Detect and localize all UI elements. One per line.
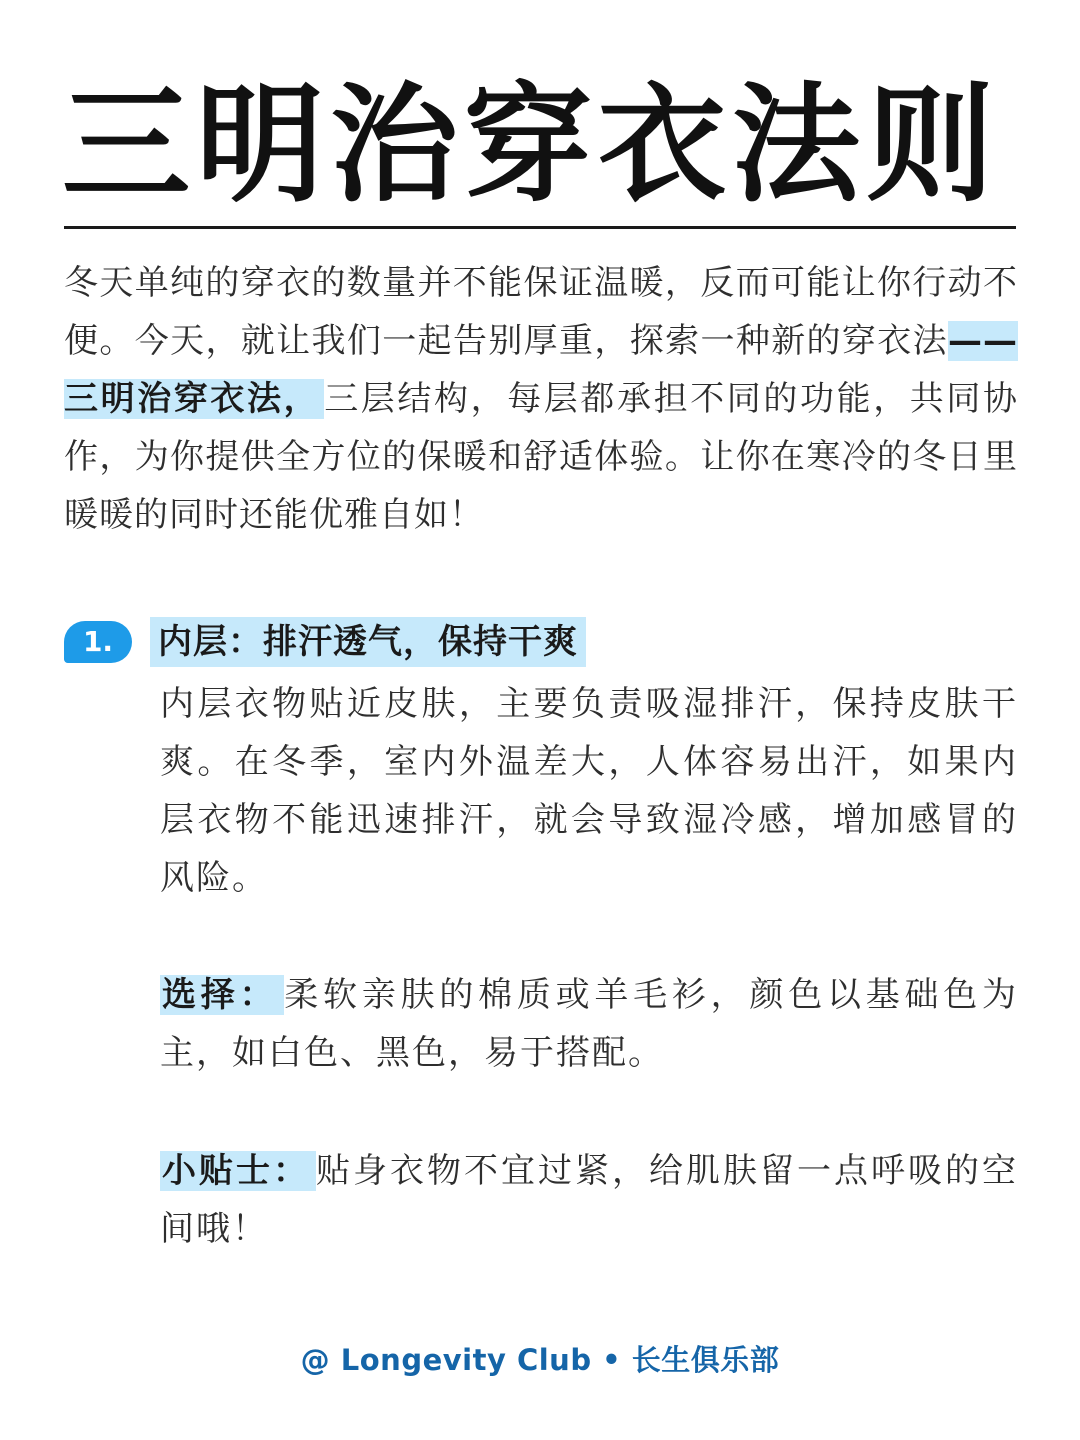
section-number-badge: 1. [64,621,132,663]
choice-label: 选择： [160,975,284,1015]
title-divider [64,226,1016,229]
intro-highlight: ——三明治穿衣法， [64,321,1018,419]
choice-text: 柔软亲肤的棉质或羊毛衫，颜色以基础色为主，如白色、黑色，易于搭配。 [160,975,1019,1073]
section-1-body: 内层衣物贴近皮肤，主要负责吸湿排汗，保持皮肤干爽。在冬季，室内外温差大，人体容易出汗，如果内层衣物不能迅速排汗，就会导致湿冷感，增加感冒的风险。 [160,684,1018,898]
tip-paragraph [160,1142,1018,1258]
intro-paragraph [64,254,1018,544]
intro-text-2: 三层结构，每层都承担不同的功能，共同协作，为你提供全方位的保暖和舒适体验。让你在寒冷的冬日里暖暖的同时还能优雅自如！ [64,379,1019,535]
page-title: 三明治穿衣法则 [62,71,1001,220]
section-1-header [64,617,1024,669]
tip-text: 贴身衣物不宜过紧，给肌肤留一点呼吸的空间哦！ [160,1151,1018,1249]
footer-credit: @ Longevity Club • 长生俱乐部 [300,1343,780,1377]
intro-text-1: 冬天单纯的穿衣的数量并不能保证温暖，反而可能让你行动不便。今天，就让我们一起告别厚重，探索一种新的穿衣法 [64,263,1018,361]
tip-label: 小贴士： [160,1151,316,1191]
choice-paragraph [160,966,1018,1082]
section-1-title: 内层：排汗透气，保持干爽 [150,617,586,667]
